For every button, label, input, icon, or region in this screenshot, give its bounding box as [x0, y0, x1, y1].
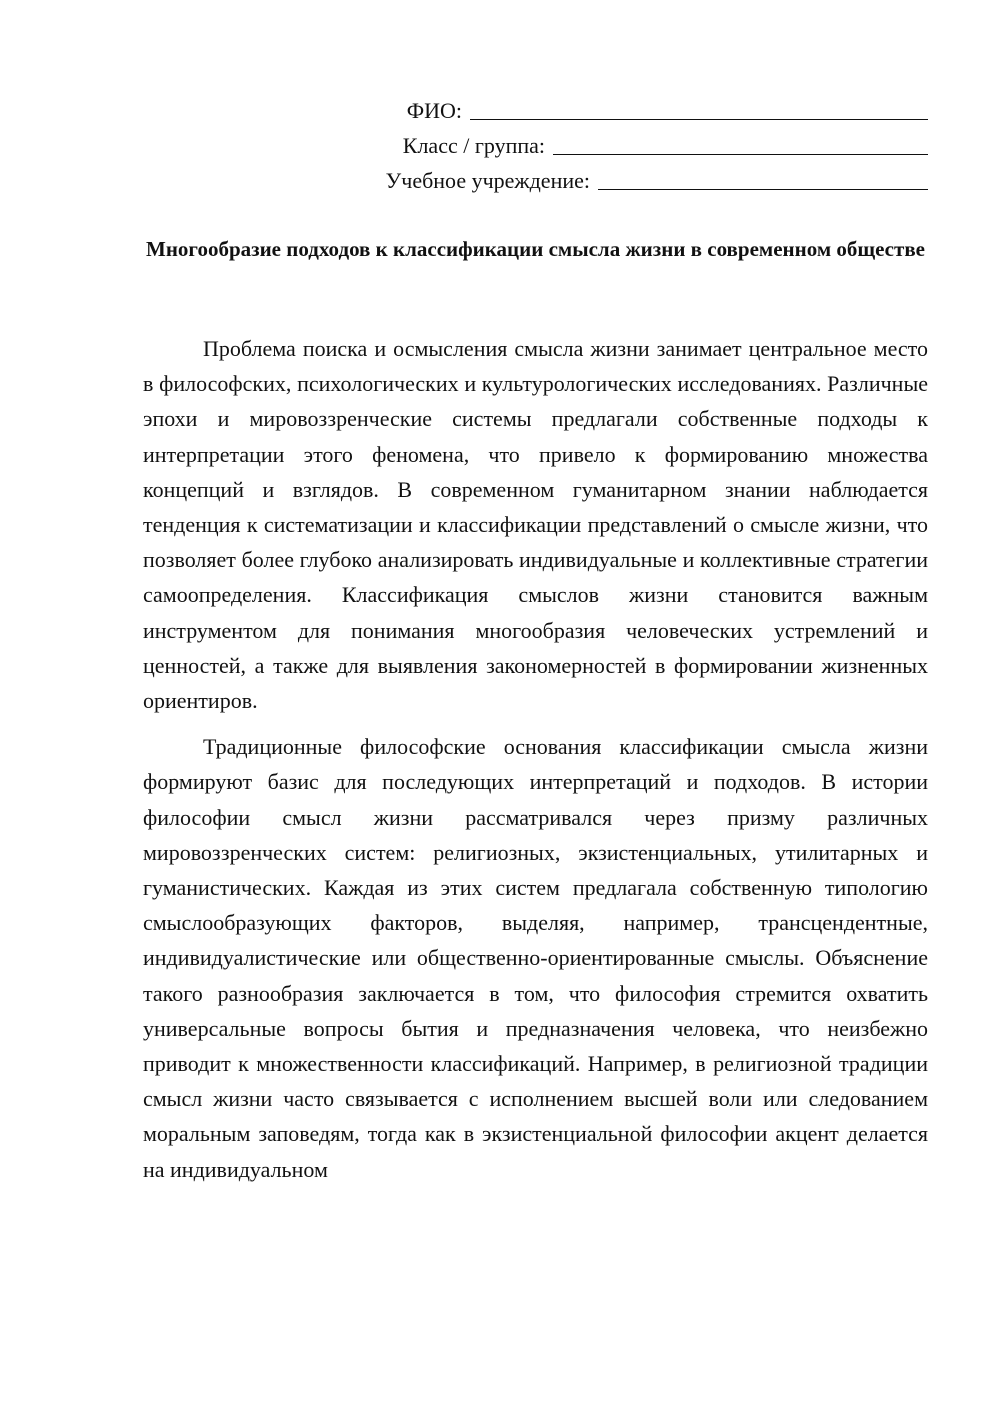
fio-blank-field [470, 97, 928, 120]
body-paragraph: Проблема поиска и осмысления смысла жизни занимает центральное место в философских, психологических и культурологических исследованиях. Различные эпохи и мировоззренческие системы предлагали собственные подходы к интерпретации этого феномена, что привело к формированию множества концепций и взглядов. В современном гуманитарном знании наблюдается тенденция к систематизации и классификации представлений о смысле жизни, что позволяет более глубоко анализировать индивидуальные и коллективные стратегии самоопределения. Классификация смыслов жизни становится важным инструментом для понимания многообразия человеческих устремлений и ценностей, а также для выявления закономерностей в формировании жизненных ориентиров. [143, 336, 928, 714]
institution-line [328, 163, 928, 198]
student-info-block [328, 93, 928, 198]
institution-label: Учебное учреждение: [385, 168, 590, 193]
fio-label: ФИО: [406, 98, 462, 123]
document-body [143, 331, 928, 1187]
institution-blank-field [598, 167, 928, 190]
document-title: Многообразие подходов к классификации смысла жизни в современном обществе [146, 237, 925, 261]
class-blank-field [553, 132, 928, 155]
body-paragraph: Традиционные философские основания классификации смысла жизни формируют базис для последующих интерпретаций и подходов. В истории философии смысл жизни рассматривался через призму различных мировоззренческих систем: религиозных, экзистенциальных, утилитарных и гуманистических. Каждая из этих систем предлагала собственную типологию смыслообразующих факторов, выделяя, например, трансцендентные, индивидуалистические или общественно-ориентированные смыслы. Объяснение такого разнообразия заключается в том, что философия стремится охватить универсальные вопросы бытия и предназначения человека, что неизбежно приводит к множественности классификаций. Например, в религиозной традиции смысл жизни часто связывается с исполнением высшей воли или следованием моральным заповедям, тогда как в экзистенциальной философии акцент делается на индивидуальном [143, 734, 928, 1182]
class-label: Класс / группа: [402, 133, 545, 158]
class-line [328, 128, 928, 163]
fio-line [328, 93, 928, 128]
